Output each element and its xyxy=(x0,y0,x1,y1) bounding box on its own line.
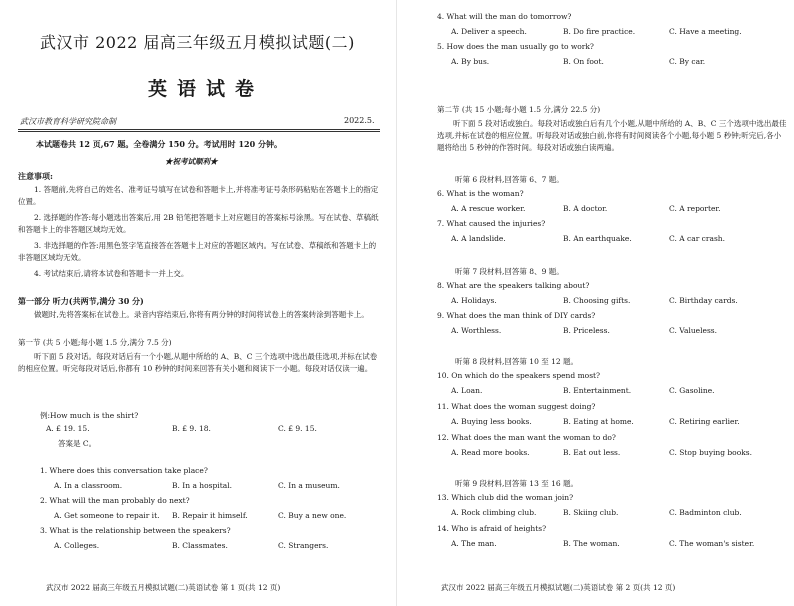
group-heading: 听第 8 段材料,回答第 10 至 12 题。 xyxy=(455,357,579,366)
answer-option: A. Loan. xyxy=(451,386,483,395)
answer-option: A. Worthless. xyxy=(451,326,502,335)
answer-option: B. Repair it himself. xyxy=(172,511,248,520)
answer-option: B. Classmates. xyxy=(172,541,228,550)
header-rule-thin xyxy=(18,131,380,132)
group-heading: 听第 9 段材料,回答第 13 至 16 题。 xyxy=(455,479,579,488)
note-item: 3. 非选择题的作答:用黑色签字笔直接答在答题卡上对应的答题区域内。写在试卷、草稿纸和答题卡上的非答题区域均无效。 xyxy=(18,241,377,262)
page-2 xyxy=(397,0,794,606)
note-item: 4. 考试结束后,请将本试卷和答题卡一并上交。 xyxy=(34,269,189,278)
answer-option: B. Skiing club. xyxy=(563,508,619,517)
notes-heading: 注意事项: xyxy=(18,171,53,181)
exam-date: 2022.5. xyxy=(344,116,375,125)
good-luck-text: ★祝考试顺利★ xyxy=(165,157,218,166)
page-footer: 武汉市 2022 届高三年级五月模拟试题(二)英语试卷 第 1 页(共 12 页) xyxy=(46,583,281,592)
question-text: 13. Which club did the woman join? xyxy=(437,493,574,502)
page-footer: 武汉市 2022 届高三年级五月模拟试题(二)英语试卷 第 2 页(共 12 页) xyxy=(441,583,676,592)
answer-option: B. On foot. xyxy=(563,57,604,66)
section2-heading: 第二节 (共 15 小题;每小题 1.5 分,满分 22.5 分) xyxy=(437,105,601,114)
answer-option: A. Get someone to repair it. xyxy=(54,511,160,520)
subject-title: 英语试卷 xyxy=(148,78,265,100)
section1-intro: 听下面 5 段对话。每段对话后有一个小题,从题中所给的 A、B、C 三个选项中选出最佳选项,并标在试卷的相应位置。听完每段对话后,你都有 10 秒钟的时间来回答有关小题和阅读下一小题。每段对话仅读一遍。 xyxy=(18,352,378,373)
question-text: 1. Where does this conversation take place? xyxy=(40,466,208,475)
question-text: 3. What is the relationship between the speakers? xyxy=(40,526,231,535)
answer-option: C. Birthday cards. xyxy=(669,296,738,305)
answer-option: A. Deliver a speech. xyxy=(451,27,527,36)
question-text: 2. What will the man probably do next? xyxy=(40,496,190,505)
part1-heading: 第一部分 听力(共两节,满分 30 分) xyxy=(18,296,144,306)
question-text: 7. What caused the injuries? xyxy=(437,219,546,228)
question-text: 5. How does the man usually go to work? xyxy=(437,42,594,51)
example-question: 例:How much is the shirt? xyxy=(40,411,139,420)
question-text: 8. What are the speakers talking about? xyxy=(437,281,590,290)
example-option: C. £ 9. 15. xyxy=(278,424,317,433)
answer-option: C. A reporter. xyxy=(669,204,721,213)
answer-option: C. Buy a new one. xyxy=(278,511,347,520)
answer-option: B. Entertainment. xyxy=(563,386,632,395)
answer-option: C. Badminton club. xyxy=(669,508,742,517)
answer-option: A. A landslide. xyxy=(451,234,506,243)
answer-option: A. By bus. xyxy=(451,57,490,66)
issuer-text: 武汉市教育科学研究院命制 xyxy=(20,117,116,126)
section1-heading: 第一节 (共 5 小题;每小题 1.5 分,满分 7.5 分) xyxy=(18,338,172,347)
answer-option: A. The man. xyxy=(451,539,497,548)
answer-option: B. Priceless. xyxy=(563,326,610,335)
group-heading: 听第 7 段材料,回答第 8、9 题。 xyxy=(455,267,564,276)
answer-option: C. The woman's sister. xyxy=(669,539,755,548)
header-rule xyxy=(18,129,380,130)
group-heading: 听第 6 段材料,回答第 6、7 题。 xyxy=(455,175,564,184)
answer-option: B. The woman. xyxy=(563,539,620,548)
question-text: 4. What will the man do tomorrow? xyxy=(437,12,572,21)
answer-option: C. Stop buying books. xyxy=(669,448,752,457)
part1-intro: 做题时,先将答案标在试卷上。录音内容结束后,你将有两分钟的时间将试卷上的答案转涂到答题卡上。 xyxy=(34,310,369,319)
answer-option: A. Buying less books. xyxy=(451,417,532,426)
example-option: B. £ 9. 18. xyxy=(172,424,211,433)
answer-option: C. Retiring earlier. xyxy=(669,417,740,426)
exam-info: 本试题卷共 12 页,67 题。全卷满分 150 分。考试用时 120 分钟。 xyxy=(36,139,282,149)
example-option: A. £ 19. 15. xyxy=(46,424,90,433)
answer-option: B. An earthquake. xyxy=(563,234,632,243)
answer-option: A. A rescue worker. xyxy=(451,204,526,213)
answer-option: C. Gasoline. xyxy=(669,386,715,395)
answer-option: B. A doctor. xyxy=(563,204,608,213)
answer-option: B. Eat out less. xyxy=(563,448,621,457)
answer-option: C. Have a meeting. xyxy=(669,27,742,36)
answer-option: C. Strangers. xyxy=(278,541,329,550)
question-text: 12. What does the man want the woman to do? xyxy=(437,433,616,442)
answer-option: A. In a classroom. xyxy=(54,481,123,490)
answer-option: A. Colleges. xyxy=(54,541,100,550)
answer-option: C. A car crash. xyxy=(669,234,726,243)
answer-option: C. Valueless. xyxy=(669,326,718,335)
note-item: 1. 答题前,先将自己的姓名、准考证号填写在试卷和答题卡上,并将准考证号条形码粘贴在答题卡上的指定位置。 xyxy=(18,185,379,206)
answer-option: A. Holidays. xyxy=(451,296,497,305)
question-text: 11. What does the woman suggest doing? xyxy=(437,402,596,411)
question-text: 6. What is the woman? xyxy=(437,189,524,198)
answer-option: A. Rock climbing club. xyxy=(451,508,537,517)
answer-option: C. In a museum. xyxy=(278,481,340,490)
answer-option: B. In a hospital. xyxy=(172,481,232,490)
answer-option: B. Eating at home. xyxy=(563,417,634,426)
example-answer: 答案是 C。 xyxy=(58,439,97,448)
section2-intro: 听下面 5 段对话或独白。每段对话或独白后有几个小题,从题中所给的 A、B、C 三个选项中选出最佳选项,并标在试卷的相应位置。听每段对话或独白前,你将有时间阅读各个小题,每小题 5 秒钟;听完后,各小题将给出 5 秒钟的作答时间。每段对话或独白读两遍。 xyxy=(437,119,787,152)
exam-title: 武汉市 2022 届高三年级五月模拟试题(二) xyxy=(40,33,355,52)
question-text: 10. On which do the speakers spend most? xyxy=(437,371,601,380)
answer-option: B. Choosing gifts. xyxy=(563,296,631,305)
answer-option: C. By car. xyxy=(669,57,706,66)
question-text: 14. Who is afraid of heights? xyxy=(437,524,547,533)
question-text: 9. What does the man think of DIY cards? xyxy=(437,311,596,320)
answer-option: A. Read more books. xyxy=(451,448,530,457)
answer-option: B. Do fire practice. xyxy=(563,27,636,36)
note-item: 2. 选择题的作答:每小题选出答案后,用 2B 铅笔把答题卡上对应题目的答案标号涂黑。写在试卷、草稿纸和答题卡上的非答题区域均无效。 xyxy=(18,213,379,234)
